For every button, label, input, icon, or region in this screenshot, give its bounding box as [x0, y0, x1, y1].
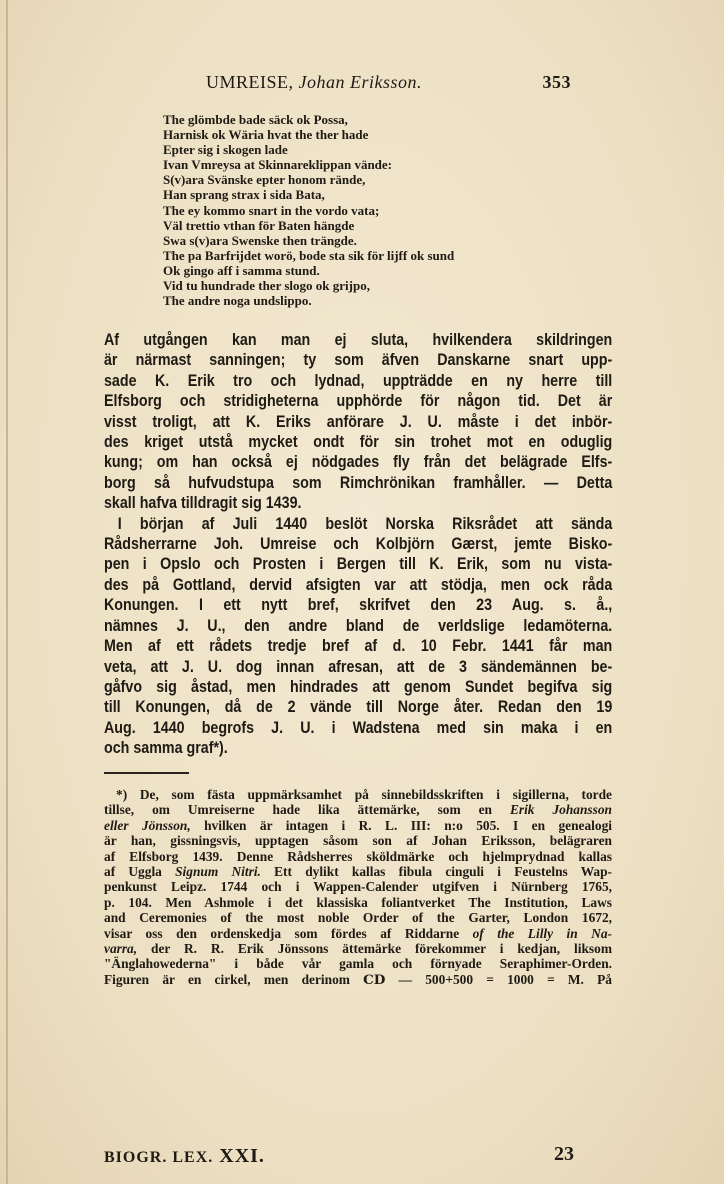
signature-mark: BIOGR. LEX. XXI.	[104, 1145, 265, 1167]
verse-line: Ivan Vmreysa at Skinnareklippan vände:	[163, 157, 393, 173]
text-line: nämnes J. U., den andre bland de verldslige ledamöterna.	[104, 615, 613, 635]
body-text	[104, 330, 612, 759]
text-line: Konungen. I ett nytt bref, skrifvet den 23 Aug. s. å.,	[104, 595, 613, 615]
text-line: och samma graf*).	[104, 738, 228, 758]
text-line: Aug. 1440 begrofs J. U. i Wadstena med sin maka i en	[104, 717, 613, 737]
volume-number: XXI.	[219, 1145, 265, 1167]
text-line: sade K. Erik tro och lydnad, uppträdde en ny herre till	[104, 370, 613, 390]
text-line: I början af Juli 1440 beslöt Norska Riksrådet att sända	[117, 513, 613, 533]
text-line: Rådsherrarne Joh. Umreise och Kolbjörn Gærst, jemte Bisko-	[104, 534, 613, 554]
page-edge	[6, 0, 8, 1184]
gathering-number: 23	[554, 1143, 574, 1165]
footnote-line: penkunst Leipz. 1744 och i Wappen-Calender utgifven i Nürnberg 1765,	[104, 879, 612, 895]
verse-line: The andre noga undslippo.	[163, 293, 312, 309]
verse-line: The ey kommo snart in the vordo vata;	[163, 202, 380, 218]
verse-line: The glömbde bade säck ok Possa,	[163, 112, 348, 127]
footnote-line: af Uggla Signum Nitri. Ett dylikt kallas fibula cinguli i Feustelns Wap-	[104, 864, 613, 880]
text-line: gåfvo sig åstad, men hindrades att genom Sundet begifva sig	[104, 676, 613, 696]
text-line: veta, att J. U. dog innan afresan, att de 3 sändemännen be-	[104, 656, 613, 676]
text-line: skall hafva tilldragit sig 1439.	[104, 493, 302, 513]
footnote-line: är han, gissningsvis, upptagen såsom son af Johan Eriksson, belägraren	[104, 833, 612, 849]
text-line: kung; om han också ej nödgades fly från det belägrade Elfs-	[104, 452, 613, 472]
verse-line: Harnisk ok Wäria hvat the ther hade	[163, 127, 369, 143]
page-footer	[104, 1143, 574, 1165]
footnote-line: *) De, som fästa uppmärksamhet på sinnebildsskriften i sigillerna, torde	[116, 787, 612, 802]
footnote	[104, 787, 612, 987]
quoted-verse	[163, 112, 583, 308]
running-head: UMREISE, Johan Eriksson.	[206, 72, 423, 92]
verse-line: Swa s(v)ara Swenske then trängde.	[163, 232, 357, 248]
verse-line: Vid tu hundrade ther slogo ok grijpo,	[163, 278, 370, 294]
text-line: des på Gottland, dervid afsigten var att stödja, men ock råda	[104, 574, 613, 594]
footnote-line: eller Jönsson, hvilken är intagen i R. L. III: n:o 505. I en genealogi	[104, 817, 612, 833]
verse-line: Han sprang strax i sida Bata,	[163, 187, 325, 203]
verse-line: The pa Barfrijdet worö, bode sta sik för lijff ok sund	[163, 247, 455, 263]
footnote-line: varra, der R. R. Erik Jönssons ättemärke förekommer i kedjan, liksom	[104, 941, 612, 957]
text-line: pen i Opslo och Prosten i Bergen till K. Erik, som nu vista-	[104, 554, 613, 574]
verse-line: Ok gingo aff i samma stund.	[163, 262, 320, 278]
text-line: borg så hufvudstupa som Rimchrönikan framhåller. — Detta	[104, 472, 613, 492]
text-line: Af utgången kan man ej sluta, hvilkendera skildringen	[104, 330, 613, 349]
text-line: är närmast sanningen; ty som äfven Danskarne snart upp-	[104, 350, 613, 370]
text-line: Men af ett rådets tredje bref af d. 10 Febr. 1441 får man	[104, 636, 613, 656]
footnote-line: and Ceremonies of the most noble Order of the Garter, London 1672,	[104, 910, 612, 926]
footnote-rule	[104, 772, 189, 774]
footnote-line: Figuren är en cirkel, men derinom ⅭⅮ — 500+500 = 1000 = M. På	[104, 971, 612, 987]
verse-line: Epter sig i skogen lade	[163, 142, 288, 158]
footnote-line: "Änglahowederna" i både vår gamla och förnyade Seraphimer-Orden.	[104, 956, 612, 972]
footnote-line: tillse, om Umreiserne hade lika ättemärke, som en Erik Johansson	[104, 802, 612, 818]
footnote-line: p. 104. Men Ashmole i det klassiska foliantverket The Institution, Laws	[104, 894, 612, 910]
verse-line: S(v)ara Svänske epter honom rände,	[163, 172, 366, 188]
footnote-line: af Elfsborg 1439. Denne Rådsherres sköldmärke och hjelmprydnad kallas	[104, 848, 612, 864]
text-line: till Konungen, då de 2 vände till Norge åter. Redan den 19	[104, 697, 613, 717]
footnote-line: visar oss den ordenskedja som fördes af Riddarne of the Lilly in Na-	[104, 925, 613, 941]
page-number: 353	[542, 72, 571, 92]
text-line: des kriget utstå mycket ondt för sin trohet mot en oduglig	[104, 432, 613, 452]
verse-line: Väl trettio vthan för Baten hängde	[163, 217, 355, 233]
text-line: Elfsborg och stridigheterna upphörde för någon tid. Det är	[104, 391, 613, 411]
text-line: visst troligt, att K. Eriks anförare J. U. måste i det inbör-	[104, 411, 613, 431]
running-header	[206, 72, 571, 100]
